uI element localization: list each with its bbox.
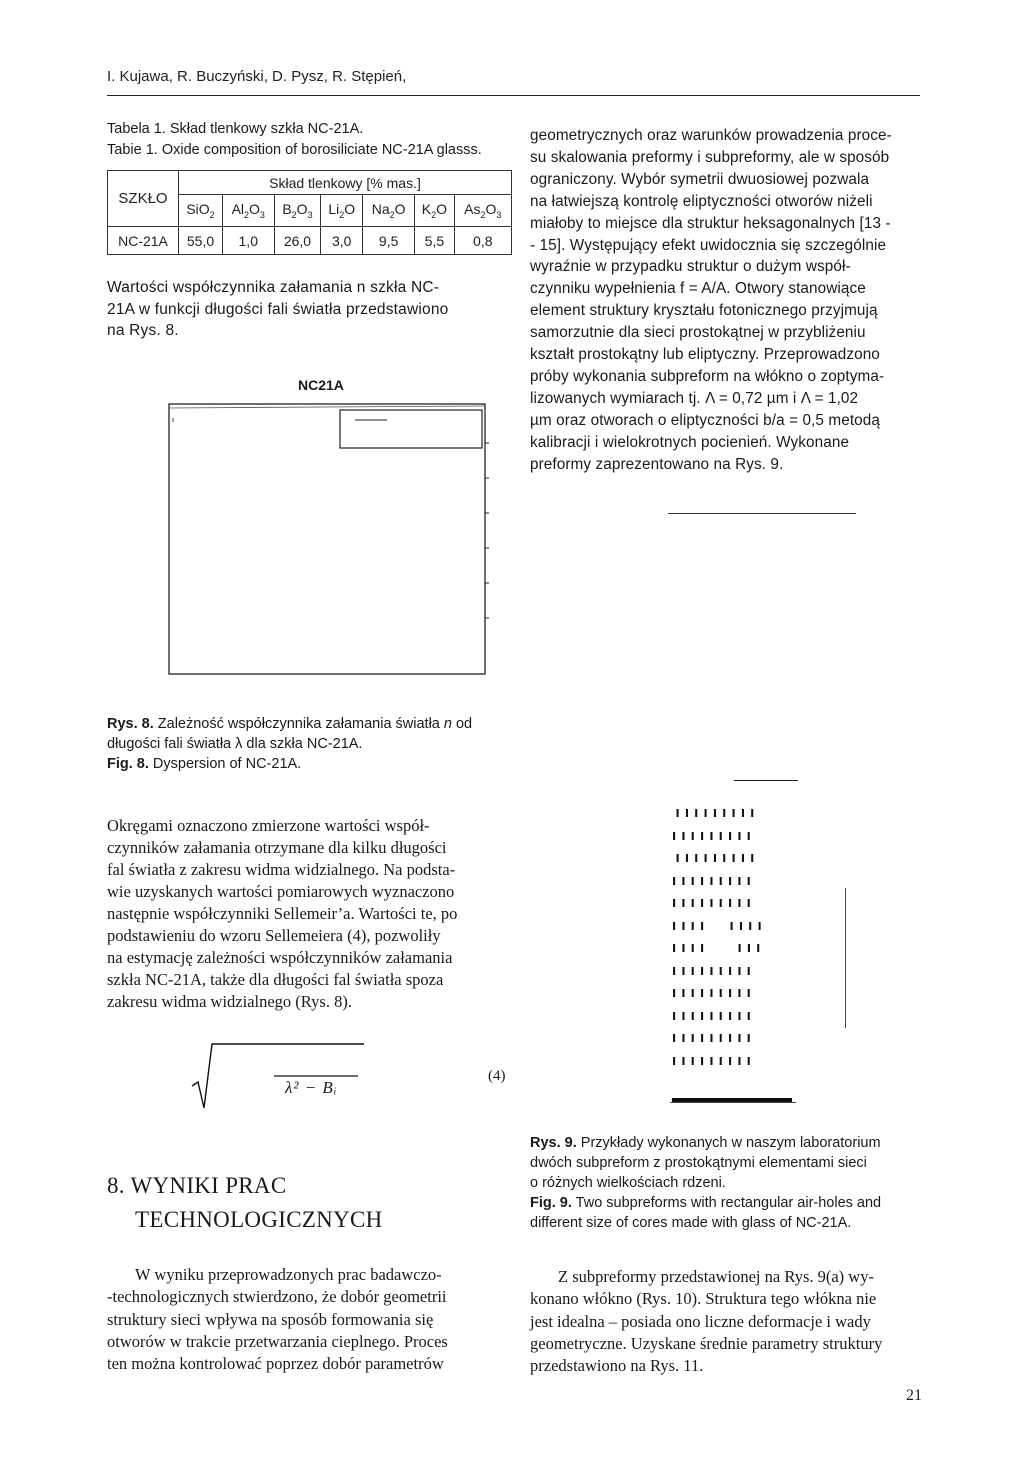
paragraph-left-1: Wartości współczynnika załamania n szkła NC- 21A w funkcji długości fali światła przedstawiono na Rys. 8. [107,279,449,339]
table-caption-en: Tabie 1. Oxide composition of borosiliciate NC-21A glasss. [107,142,482,158]
formula-number: (4) [488,1068,506,1084]
oxide-al2o3: $Al_2O_3$ [223,195,275,227]
page-number: 21 [906,1387,922,1404]
oxide-sio2: SiO$_2$ [179,195,223,227]
formula-denominator: λ² − Bᵢ [285,1078,338,1097]
oxide-as2o3: $As_2O_3$ [454,195,511,227]
value-cell: 9,5 [363,227,415,255]
value-cell: 26,0 [274,227,321,255]
section-heading: 8. WYNIKI PRAC TECHNOLOGICZNYCH [107,1173,383,1232]
table-caption-pl: Tabela 1. Skład tlenkowy szkła NC-21A. [107,121,364,137]
legend-box [340,410,482,448]
table-row-header: SZKŁO [108,171,179,227]
value-cell: 55,0 [179,227,223,255]
oxide-k2o: $K_2O$ [415,195,454,227]
value-cell: 3,0 [321,227,363,255]
figure8-plot [163,398,493,680]
oxide-li2o: $Li_2O$ [321,195,363,227]
glass-name-cell: NC-21A [108,227,179,255]
paragraph-left-3: W wyniku przeprowadzonych prac badawczo- -technologicznych stwierdzono, że dobór geometrii struktury sieci wpływa na sposób formowania się otworów w trakcie przetwarzania cieplnego. Proces ten można kontrolować poprzez dobór parametrów [107,1265,448,1374]
header-rule [107,95,920,96]
figure8-caption: Rys. 8. Zależność współczynnika załamania światła n od długości fali światła λ dla szkła NC-21A. Fig. 8. Dyspersion of NC-21A. [107,716,473,772]
oxide-b2o3: $B_2O_3$ [274,195,321,227]
paragraph-right-2: Z subpreformy przedstawionej na Rys. 9(a) wy- konano włókno (Rys. 10). Struktura tego włókna nie jest idealna – posiada ono liczne deformacje i wady geometryczne. Uzyskane średnie parametry struktury przedstawiono na Rys. 11. [530,1267,883,1376]
figure8-label: NC21A [298,377,344,393]
running-header: I. Kujawa, R. Buczyński, D. Pysz, R. Stępień, [107,68,407,85]
value-cell: 5,5 [415,227,454,255]
decorative-rule [668,513,856,514]
table-group-header: Skład tlenkowy [% mas.] [179,171,512,195]
value-cell: 0,8 [454,227,511,255]
figure9-photo [660,780,850,1110]
formula-4-radical [190,1042,390,1110]
table-row [108,227,512,255]
value-cell: 1,0 [223,227,275,255]
paragraph-left-2: Okręgami oznaczono zmierzone wartości współ- czynników załamania otrzymane dla kilku długości fal światła z zakresu widma widzialnego. Na podsta- wie uzyskanych wartości pomiarowych wyznaczono następnie współczynniki Sellemeir’a. Wartości te, po podstawieniu do wzoru Sellemeiera (4), pozwoliły na estymację zależności współczynników załamania szkła NC-21A, także dla długości fal światła spoza zakresu widma widzialnego (Rys. 8). [107,816,458,1011]
paragraph-right-1: geometrycznych oraz warunków prowadzenia proce- su skalowania preformy i subpreformy, ale w sposób ograniczony. Wybór symetrii dwuosiowej pozwala na łatwiejszą kontrolę eliptyczności otworów niżeli miałoby to miejsce dla struktur heksagonalnych [13 - - 15]. Występujący efekt uwidocznia się szczególnie wyraźnie w przypadku struktur o dużym współ- czynniku wypełnienia f = A/A. Otwory stanowiące element struktury kryształu fotonicznego przyjmują samorzutnie dla sieci prostokątnej w przybliżeniu kształt prostokątny lub eliptyczny. Przeprowadzono próby wykonania subpreform na włókno o zoptyma- lizowanych wymiarach tj. Λ = 0,72 µm i Λ = 1,02 µm oraz otworach o eliptyczności b/a = 0,5 metodą kalibracji i wielokrotnych pocienień. Wykonane preformy zaprezentowano na Rys. 9. [530,127,892,473]
oxide-na2o: $Na_2O$ [363,195,415,227]
oxide-composition-table [107,170,512,255]
figure9-caption: Rys. 9. Przykłady wykonanych w naszym laboratorium dwóch subpreform z prostokątnymi elementami sieci o różnych wielkościach rdzeni. Fig. 9. Two subpreforms with rectangular air-holes and different size of cores made with glass of NC-21A. [530,1135,882,1231]
air-hole-pattern: ı ı ı ı ı ı ı ı ı ı ı ı ı ı ı ı ı ı ı ı ı ı ı ı ı ı ı ı ı ı ı ı ı ı ı ı ı ı ı ı ı ı ı ı ı ı ı ı ı ı ı ı ı ı ı ı ı ı ı ı ı ı ı ı ı ı ı ı ı ı ı ı ı ı ı ı ı ı ı ı ı ı ı ı ı ı ı ı ı ı ı ı ı ı ı ı ı ı ı ı ı ı ı ı ı [672,804,763,1069]
